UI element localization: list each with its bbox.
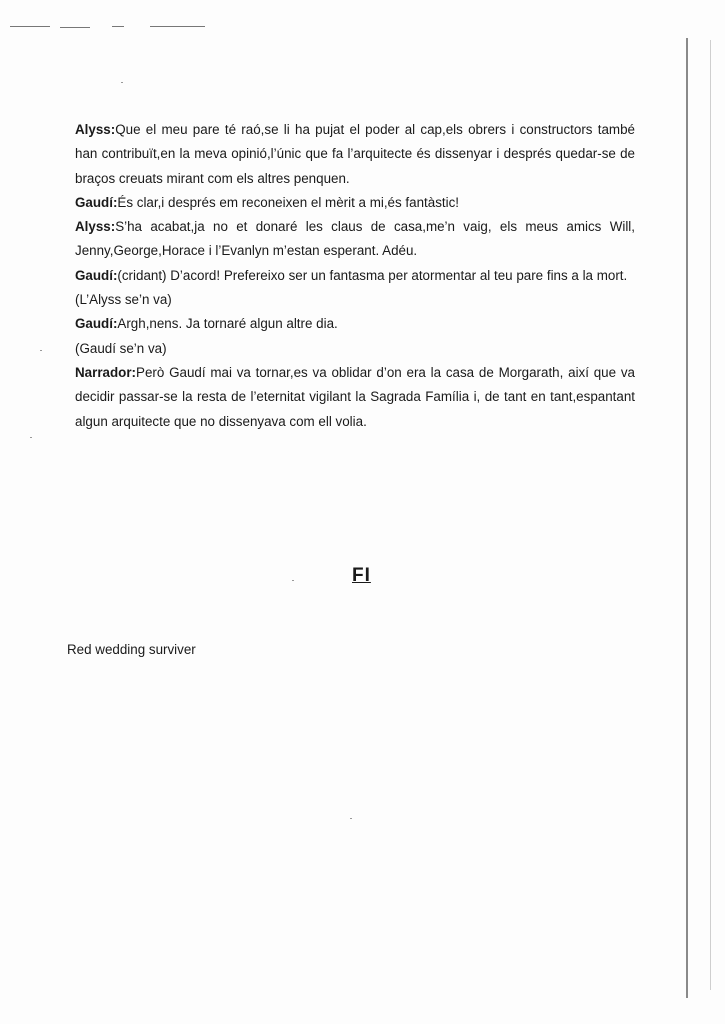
dialogue-line <box>75 118 635 191</box>
scan-artifact <box>60 27 90 28</box>
speaker-name: Alyss: <box>75 122 116 137</box>
scan-edge <box>686 38 688 998</box>
speaker-name: Gaudí: <box>75 316 118 332</box>
line-text: Argh,nens. Ja tornaré algun altre dia. <box>117 316 338 332</box>
scan-speck <box>30 437 32 438</box>
scan-speck <box>40 350 42 351</box>
dialogue-line <box>75 215 635 264</box>
dialogue-line <box>75 264 635 288</box>
speaker-name: Gaudí: <box>75 267 118 283</box>
speaker-name: Alyss: <box>75 219 116 235</box>
line-text: (cridant) D’acord! Prefereixo ser un fantasma per atormentar al teu pare fins a la mort. <box>117 267 628 283</box>
scan-artifact <box>10 26 50 27</box>
dialogue-block <box>75 118 635 434</box>
line-text: Que el meu pare té raó,se li ha pujat el poder al cap,els obrers i constructors també han contribuït,en la meva opinió,l’únic que fa l’arquitecte és dissenyar i després quedar-se de braços creuats mirant com els altres penquen. <box>75 122 635 186</box>
scan-artifact <box>112 26 124 27</box>
scan-speck <box>292 580 294 581</box>
speaker-name: Narrador: <box>75 364 137 380</box>
stage-direction-text: (L’Alyss se’n va) <box>75 292 172 308</box>
dialogue-line <box>75 312 635 336</box>
author-signature: Red wedding surviver <box>67 642 196 657</box>
scan-artifact <box>150 26 205 27</box>
stage-direction <box>75 288 635 312</box>
scan-speck <box>121 82 123 83</box>
dialogue-line <box>75 191 635 215</box>
stage-direction <box>75 337 635 361</box>
speaker-name: Gaudí: <box>75 194 118 210</box>
stage-direction-text: (Gaudí se’n va) <box>75 340 167 356</box>
dialogue-line <box>75 361 635 434</box>
line-text: S’ha acabat,ja no et donaré les claus de casa,me’n vaig, els meus amics Will, Jenny,George,Horace i l’Evanlyn m’estan esperant. Adéu. <box>75 219 635 259</box>
scan-edge <box>710 40 711 990</box>
line-text: És clar,i després em reconeixen el mèrit a mi,és fantàstic! <box>117 194 460 210</box>
line-text: Però Gaudí mai va tornar,es va oblidar d’on era la casa de Morgarath, així que va decidir passar-se la resta de l’eternitat vigilant la Sagrada Família i, de tant en tant,espantant algun arquitecte que no dissenyava com ell volia. <box>75 364 635 429</box>
end-mark: FI <box>352 565 371 586</box>
scan-speck <box>350 818 352 819</box>
